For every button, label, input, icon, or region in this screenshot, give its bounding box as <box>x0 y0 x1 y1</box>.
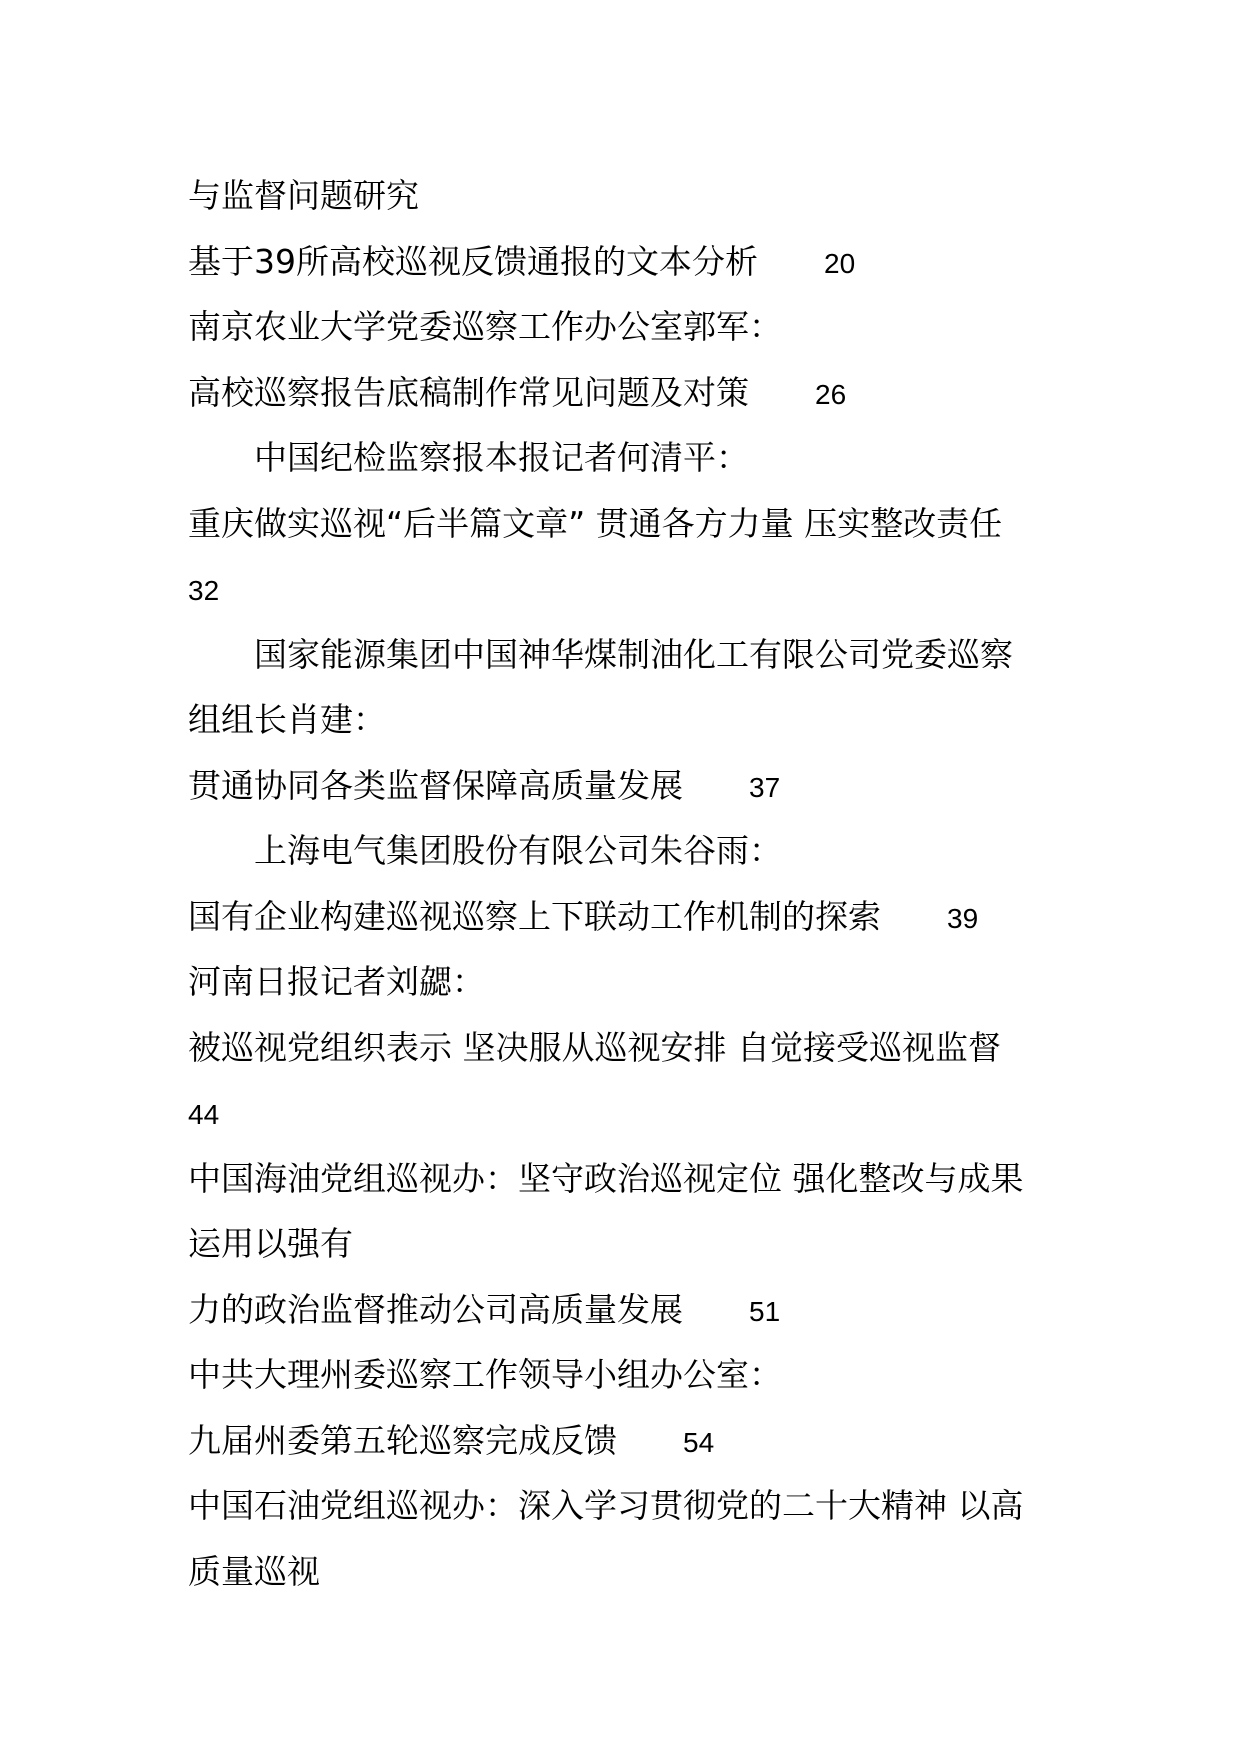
toc-entry-8 <box>188 1408 1068 1474</box>
toc-entry-title: 重庆做实巡视“后半篇文章” 贯通各方力量 压实整改责任 <box>188 503 1003 543</box>
toc-author-5 <box>188 818 1068 884</box>
toc-author-4 <box>188 622 1068 688</box>
toc-entry-7-cont2 <box>188 1277 1068 1343</box>
toc-entry-title: 九届州委第五轮巡察完成反馈 <box>188 1420 617 1460</box>
toc-page-number: 51 <box>749 1295 781 1327</box>
toc-author: 国家能源集团中国神华煤制油化工有限公司党委巡察 <box>254 634 1013 674</box>
toc-entry-title: 国有企业构建巡视巡察上下联动工作机制的探索 <box>188 896 881 936</box>
toc-author-2 <box>188 294 1068 360</box>
toc-author-4-cont <box>188 687 1068 753</box>
toc-author: 河南日报记者刘勰： <box>188 962 485 1001</box>
toc-author-6 <box>188 949 1068 1015</box>
toc-entry-6-page <box>188 1080 1068 1146</box>
toc-entry-title: 质量巡视 <box>188 1551 320 1591</box>
toc-entry-2 <box>188 360 1068 426</box>
toc-entry-7 <box>188 1146 1068 1212</box>
toc-entry-title: 中国石油党组巡视办：深入学习贯彻党的二十大精神 以高 <box>188 1486 1024 1525</box>
toc-entry-title: 基于39所高校巡视反馈通报的文本分析 <box>188 241 758 281</box>
toc-author: 组组长肖建： <box>188 700 386 739</box>
table-of-contents <box>188 163 1068 1604</box>
toc-author-8 <box>188 1342 1068 1408</box>
toc-page-number: 54 <box>683 1426 715 1458</box>
toc-author-3 <box>188 425 1068 491</box>
toc-entry-5 <box>188 884 1068 950</box>
toc-entry-title: 贯通协同各类监督保障高质量发展 <box>188 765 683 805</box>
toc-entry-title: 高校巡察报告底稿制作常见问题及对策 <box>188 372 749 412</box>
toc-entry-4 <box>188 753 1068 819</box>
toc-page-number: 39 <box>947 902 979 934</box>
toc-entry-title: 中国海油党组巡视办：坚守政治巡视定位 强化整改与成果 <box>188 1158 1024 1198</box>
toc-page-number: 20 <box>824 247 856 279</box>
toc-line-1 <box>188 163 1068 229</box>
toc-page-number: 32 <box>188 575 220 606</box>
toc-entry-title: 被巡视党组织表示 坚决服从巡视安排 自觉接受巡视监督 <box>188 1027 1001 1067</box>
toc-entry-1 <box>188 229 1068 295</box>
toc-author: 中共大理州委巡察工作领导小组办公室： <box>188 1355 782 1394</box>
toc-author: 上海电气集团股份有限公司朱谷雨： <box>254 831 782 870</box>
toc-entry-9-cont <box>188 1539 1068 1605</box>
toc-entry-3 <box>188 491 1068 557</box>
toc-entry-title: 力的政治监督推动公司高质量发展 <box>188 1289 683 1329</box>
toc-page-number: 44 <box>188 1099 220 1130</box>
toc-page-number: 37 <box>749 771 781 803</box>
toc-entry-9 <box>188 1473 1068 1539</box>
toc-page-number: 26 <box>815 378 847 410</box>
toc-entry-3-page <box>188 556 1068 622</box>
toc-author: 中国纪检监察报本报记者何清平： <box>254 438 749 477</box>
toc-entry-6 <box>188 1015 1068 1081</box>
toc-text: 与监督问题研究 <box>188 176 419 215</box>
toc-entry-7-cont <box>188 1211 1068 1277</box>
toc-entry-title: 运用以强有 <box>188 1224 353 1263</box>
toc-author: 南京农业大学党委巡察工作办公室郭军： <box>188 307 782 346</box>
